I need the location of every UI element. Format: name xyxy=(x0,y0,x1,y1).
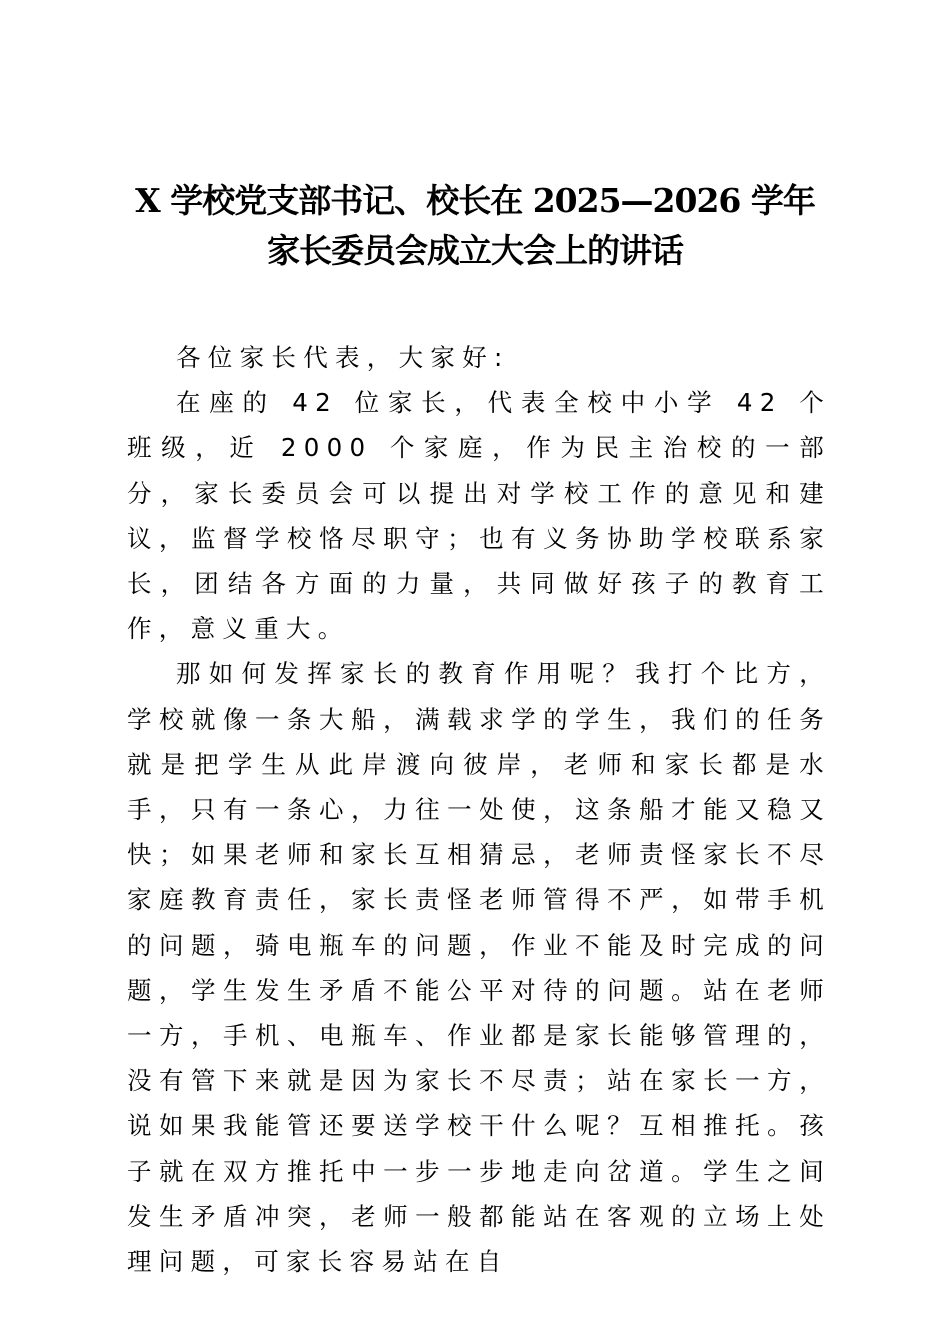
document-body xyxy=(127,335,831,1284)
title-line-1: X 学校党支部书记、校长在 2025—2026 学年 xyxy=(135,181,815,220)
title-line-2: 家长委员会成立大会上的讲话 xyxy=(267,231,683,270)
document-title xyxy=(100,176,850,276)
paragraph-2: 那如何发挥家长的教育作用呢？我打个比方，学校就像一条大船，满载求学的学生，我们的任务就是把学生从此岸渡向彼岸，老师和家长都是水手，只有一条心，力往一处使，这条船才能又稳又快；如果老师和家长互相猜忌，老师责怪家长不尽家庭教育责任，家长责怪老师管得不严，如带手机的问题，骑电瓶车的问题，作业不能及时完成的问题，学生发生矛盾不能公平对待的问题。站在老师一方，手机、电瓶车、作业都是家长能够管理的，没有管下来就是因为家长不尽责；站在家长一方，说如果我能管还要送学校干什么呢？互相推托。孩子就在双方推托中一步一步地走向岔道。学生之间发生矛盾冲突，老师一般都能站在客观的立场上处理问题，可家长容易站在自 xyxy=(127,659,831,1277)
paragraph-1: 在座的 42 位家长，代表全校中小学 42 个班级，近 2000 个家庭，作为民主治校的一部分，家长委员会可以提出对学校工作的意见和建议，监督学校恪尽职守；也有义务协助学校联系家长，团结各方面的力量，共同做好孩子的教育工作，意义重大。 xyxy=(127,388,831,644)
greeting: 各位家长代表，大家好: xyxy=(176,343,510,372)
